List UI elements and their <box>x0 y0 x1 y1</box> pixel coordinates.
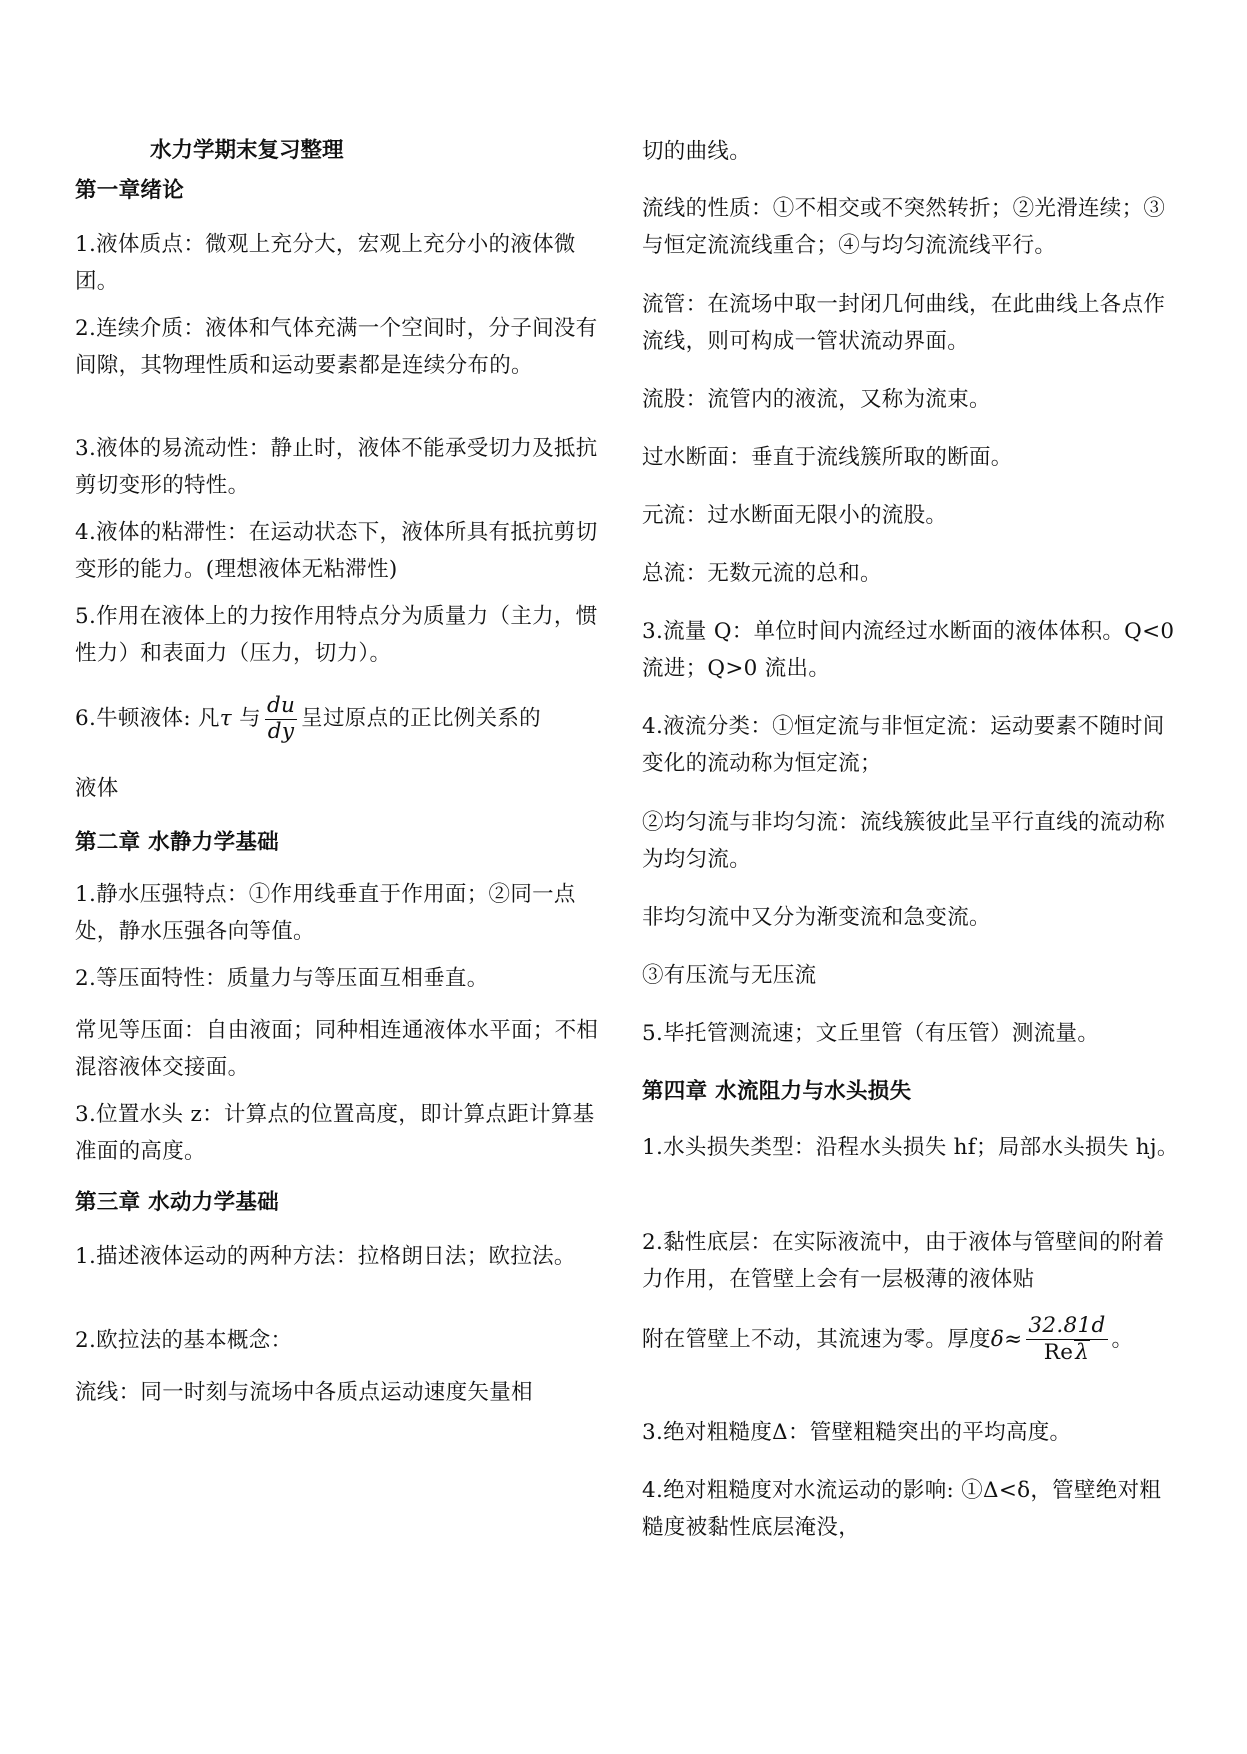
item-fluidity: 3.液体的易流动性：静止时，液体不能承受切力及抵抗剪切变形的特性。 <box>75 436 598 498</box>
tau-symbol: τ <box>219 706 232 731</box>
item-methods: 1.描述液体运动的两种方法：拉格朗日法；欧拉法。 <box>75 1244 576 1269</box>
chapter4-heading: 第四章 水流阻力与水头损失 <box>642 1079 912 1104</box>
item-equipotential: 2.等压面特性：质量力与等压面互相垂直。 <box>75 966 489 991</box>
reynolds-symbol: Re <box>1043 1340 1074 1365</box>
stream-bundle: 流股：流管内的液流，又称为流束。 <box>642 387 991 412</box>
newtonian-with: 与 <box>239 706 261 731</box>
item-common-surfaces: 常见等压面：自由液面；同种相连通液体水平面；不相混溶液体交接面。 <box>75 1018 599 1080</box>
element-flow: 元流：过水断面无限小的流股。 <box>642 503 948 528</box>
delta-symbol: δ <box>990 1327 1005 1352</box>
viscous-sublayer: 2.黏性底层：在实际液流中，由于液体与管壁间的附着力作用，在管壁上会有一层极薄的液体贴 <box>642 1230 1165 1292</box>
newtonian-prefix: 6.牛顿液体: 凡 <box>75 706 220 731</box>
thickness-end: 。 <box>1111 1327 1134 1352</box>
sublayer-thickness <box>642 1308 1182 1372</box>
cross-section: 过水断面：垂直于流线簇所取的断面。 <box>642 445 1013 470</box>
item-viscosity: 4.液体的粘滞性：在运动状态下，液体所具有抵抗剪切变形的能力。(理想液体无粘滞性) <box>75 520 598 582</box>
item-forces: 5.作用在液体上的力按作用特点分为质量力（主力，惯性力）和表面力（压力，切力）。 <box>75 604 598 666</box>
pitot-venturi: 5.毕托管测流速；文丘里管（有压管）测流量。 <box>642 1021 1100 1046</box>
thickness-prefix: 附在管壁上不动，其流速为零。厚度 <box>642 1327 991 1352</box>
chapter1-heading: 第一章绪论 <box>75 178 185 203</box>
thickness-denominator <box>1026 1340 1107 1366</box>
item-liquid-particle: 1.液体质点：微观上充分大，宏观上充分小的液体微团。 <box>75 232 576 294</box>
thickness-fraction <box>1026 1314 1107 1365</box>
item-static-pressure: 1.静水压强特点：①作用线垂直于作用面；②同一点处，静水压强各向等值。 <box>75 882 576 944</box>
chapter3-heading: 第三章 水动力学基础 <box>75 1190 279 1215</box>
streamline-cont: 切的曲线。 <box>642 139 752 164</box>
item-streamline: 流线：同一时刻与流场中各质点运动速度矢量相 <box>75 1380 533 1405</box>
sqrt-lambda: λ <box>1075 1340 1090 1365</box>
page-title: 水力学期末复习整理 <box>150 138 344 163</box>
head-loss-types: 1.水头损失类型：沿程水头损失 hf；局部水头损失 hj。 <box>642 1135 1179 1160</box>
nonuniform-flow: 非均匀流中又分为渐变流和急变流。 <box>642 905 991 930</box>
total-flow: 总流：无数元流的总和。 <box>642 561 882 586</box>
item-position-head: 3.位置水头 z：计算点的位置高度，即计算点距计算基准面的高度。 <box>75 1102 595 1164</box>
item-continuum: 2.连续介质：液体和气体充满一个空间时，分子间没有间隙，其物理性质和运动要素都是连续分布的。 <box>75 316 598 378</box>
stream-tube: 流管：在流场中取一封闭几何曲线，在此曲线上各点作流线，则可构成一管状流动界面。 <box>642 292 1166 354</box>
newtonian-end: 液体 <box>75 776 119 801</box>
du-dy-fraction <box>265 694 297 744</box>
streamline-properties: 流线的性质：①不相交或不突然转折；②光滑连续；③与恒定流流线重合；④与均匀流流线平行。 <box>642 196 1166 258</box>
roughness-effect: 4.绝对粗糙度对水流运动的影响: ①Δ<δ，管壁绝对粗糙度被黏性底层淹没， <box>642 1478 1162 1540</box>
item-newtonian <box>75 688 605 750</box>
fraction-denominator: dy <box>267 718 295 744</box>
discharge: 3.流量 Q：单位时间内流经过水断面的液体体积。Q<0 流进；Q>0 流出。 <box>642 619 1175 681</box>
uniform-flow: ②均匀流与非均匀流：流线簇彼此呈平行直线的流动称为均匀流。 <box>642 810 1166 872</box>
newtonian-suffix: 呈过原点的正比例关系的 <box>301 706 541 731</box>
approx-symbol: ≈ <box>1004 1327 1023 1352</box>
absolute-roughness: 3.绝对粗糙度Δ：管壁粗糙突出的平均高度。 <box>642 1420 1072 1445</box>
item-euler-concepts: 2.欧拉法的基本概念： <box>75 1328 293 1353</box>
pressure-flow: ③有压流与无压流 <box>642 963 817 988</box>
thickness-numerator: 32.81d <box>1028 1313 1106 1339</box>
fraction-numerator: du <box>266 692 296 718</box>
flow-classification: 4.液流分类：①恒定流与非恒定流：运动要素不随时间变化的流动称为恒定流； <box>642 714 1165 776</box>
chapter2-heading: 第二章 水静力学基础 <box>75 830 279 855</box>
